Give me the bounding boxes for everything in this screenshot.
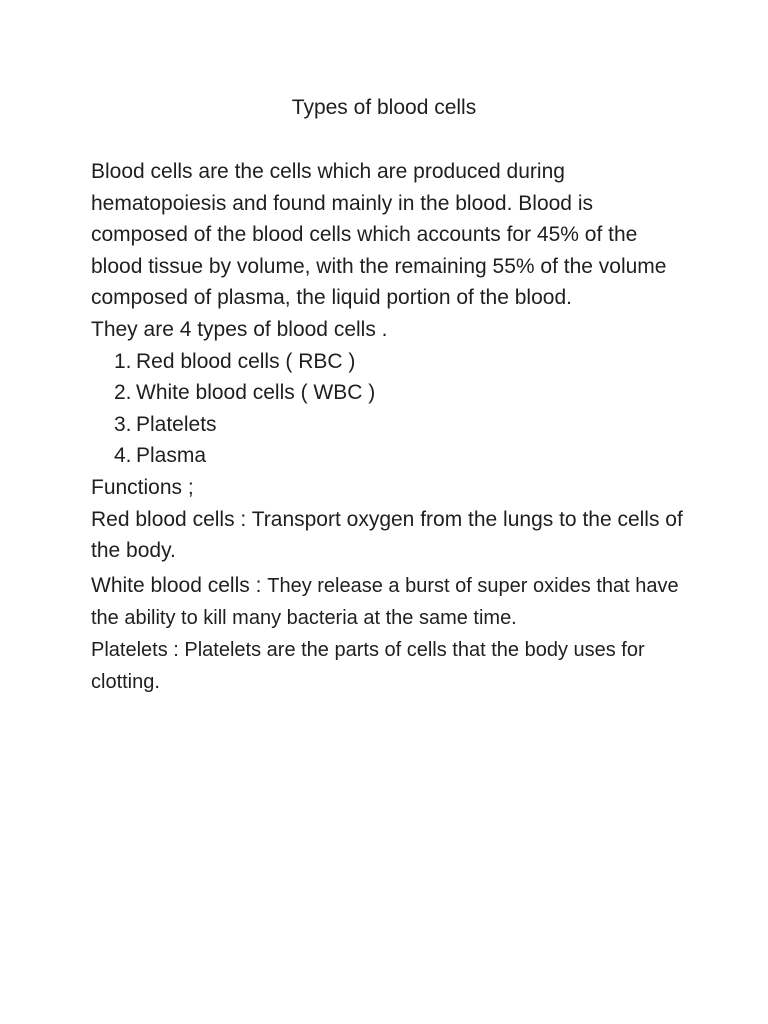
- list-item: [91, 346, 691, 378]
- list-item-label: Red blood cells ( RBC ): [136, 349, 356, 373]
- intro-paragraph: Blood cells are the cells which are produced during hematopoiesis and found mainly in the blood. Blood is composed of the blood cells which accounts for 45% of the blood tissue by volume, with the remaining 55% of the volume composed of plasma, the liquid portion of the blood.: [91, 160, 667, 310]
- list-item: [91, 377, 691, 409]
- types-heading: They are 4 types of blood cells .: [91, 317, 388, 341]
- list-number: 3.: [114, 412, 132, 436]
- function-text: Platelets are the parts of cells that the body uses for clotting.: [91, 638, 645, 693]
- list-item: [91, 440, 691, 472]
- function-red-blood-cells: [91, 504, 691, 567]
- functions-heading: Functions ;: [91, 475, 194, 499]
- blood-cell-types-list: [91, 346, 691, 472]
- document-title: Types of blood cells: [291, 96, 477, 119]
- list-item-label: Plasma: [136, 444, 207, 468]
- function-white-blood-cells: [91, 570, 691, 635]
- function-text: They release a burst of super oxides that have the ability to kill many bacteria at the same time.: [91, 574, 679, 630]
- function-name: White blood cells :: [91, 573, 268, 597]
- list-number: 4.: [114, 444, 132, 468]
- list-item-label: Platelets: [136, 412, 217, 436]
- function-name: Red blood cells :: [91, 507, 252, 531]
- function-platelets: [91, 635, 691, 698]
- document-body: [91, 156, 691, 698]
- list-number: 1.: [114, 349, 132, 373]
- list-number: 2.: [114, 381, 132, 405]
- function-name: Platelets :: [91, 638, 185, 661]
- function-text: Transport oxygen from the lungs to the cells of the body.: [91, 507, 683, 563]
- list-item: [91, 409, 691, 441]
- list-item-label: White blood cells ( WBC ): [136, 381, 376, 405]
